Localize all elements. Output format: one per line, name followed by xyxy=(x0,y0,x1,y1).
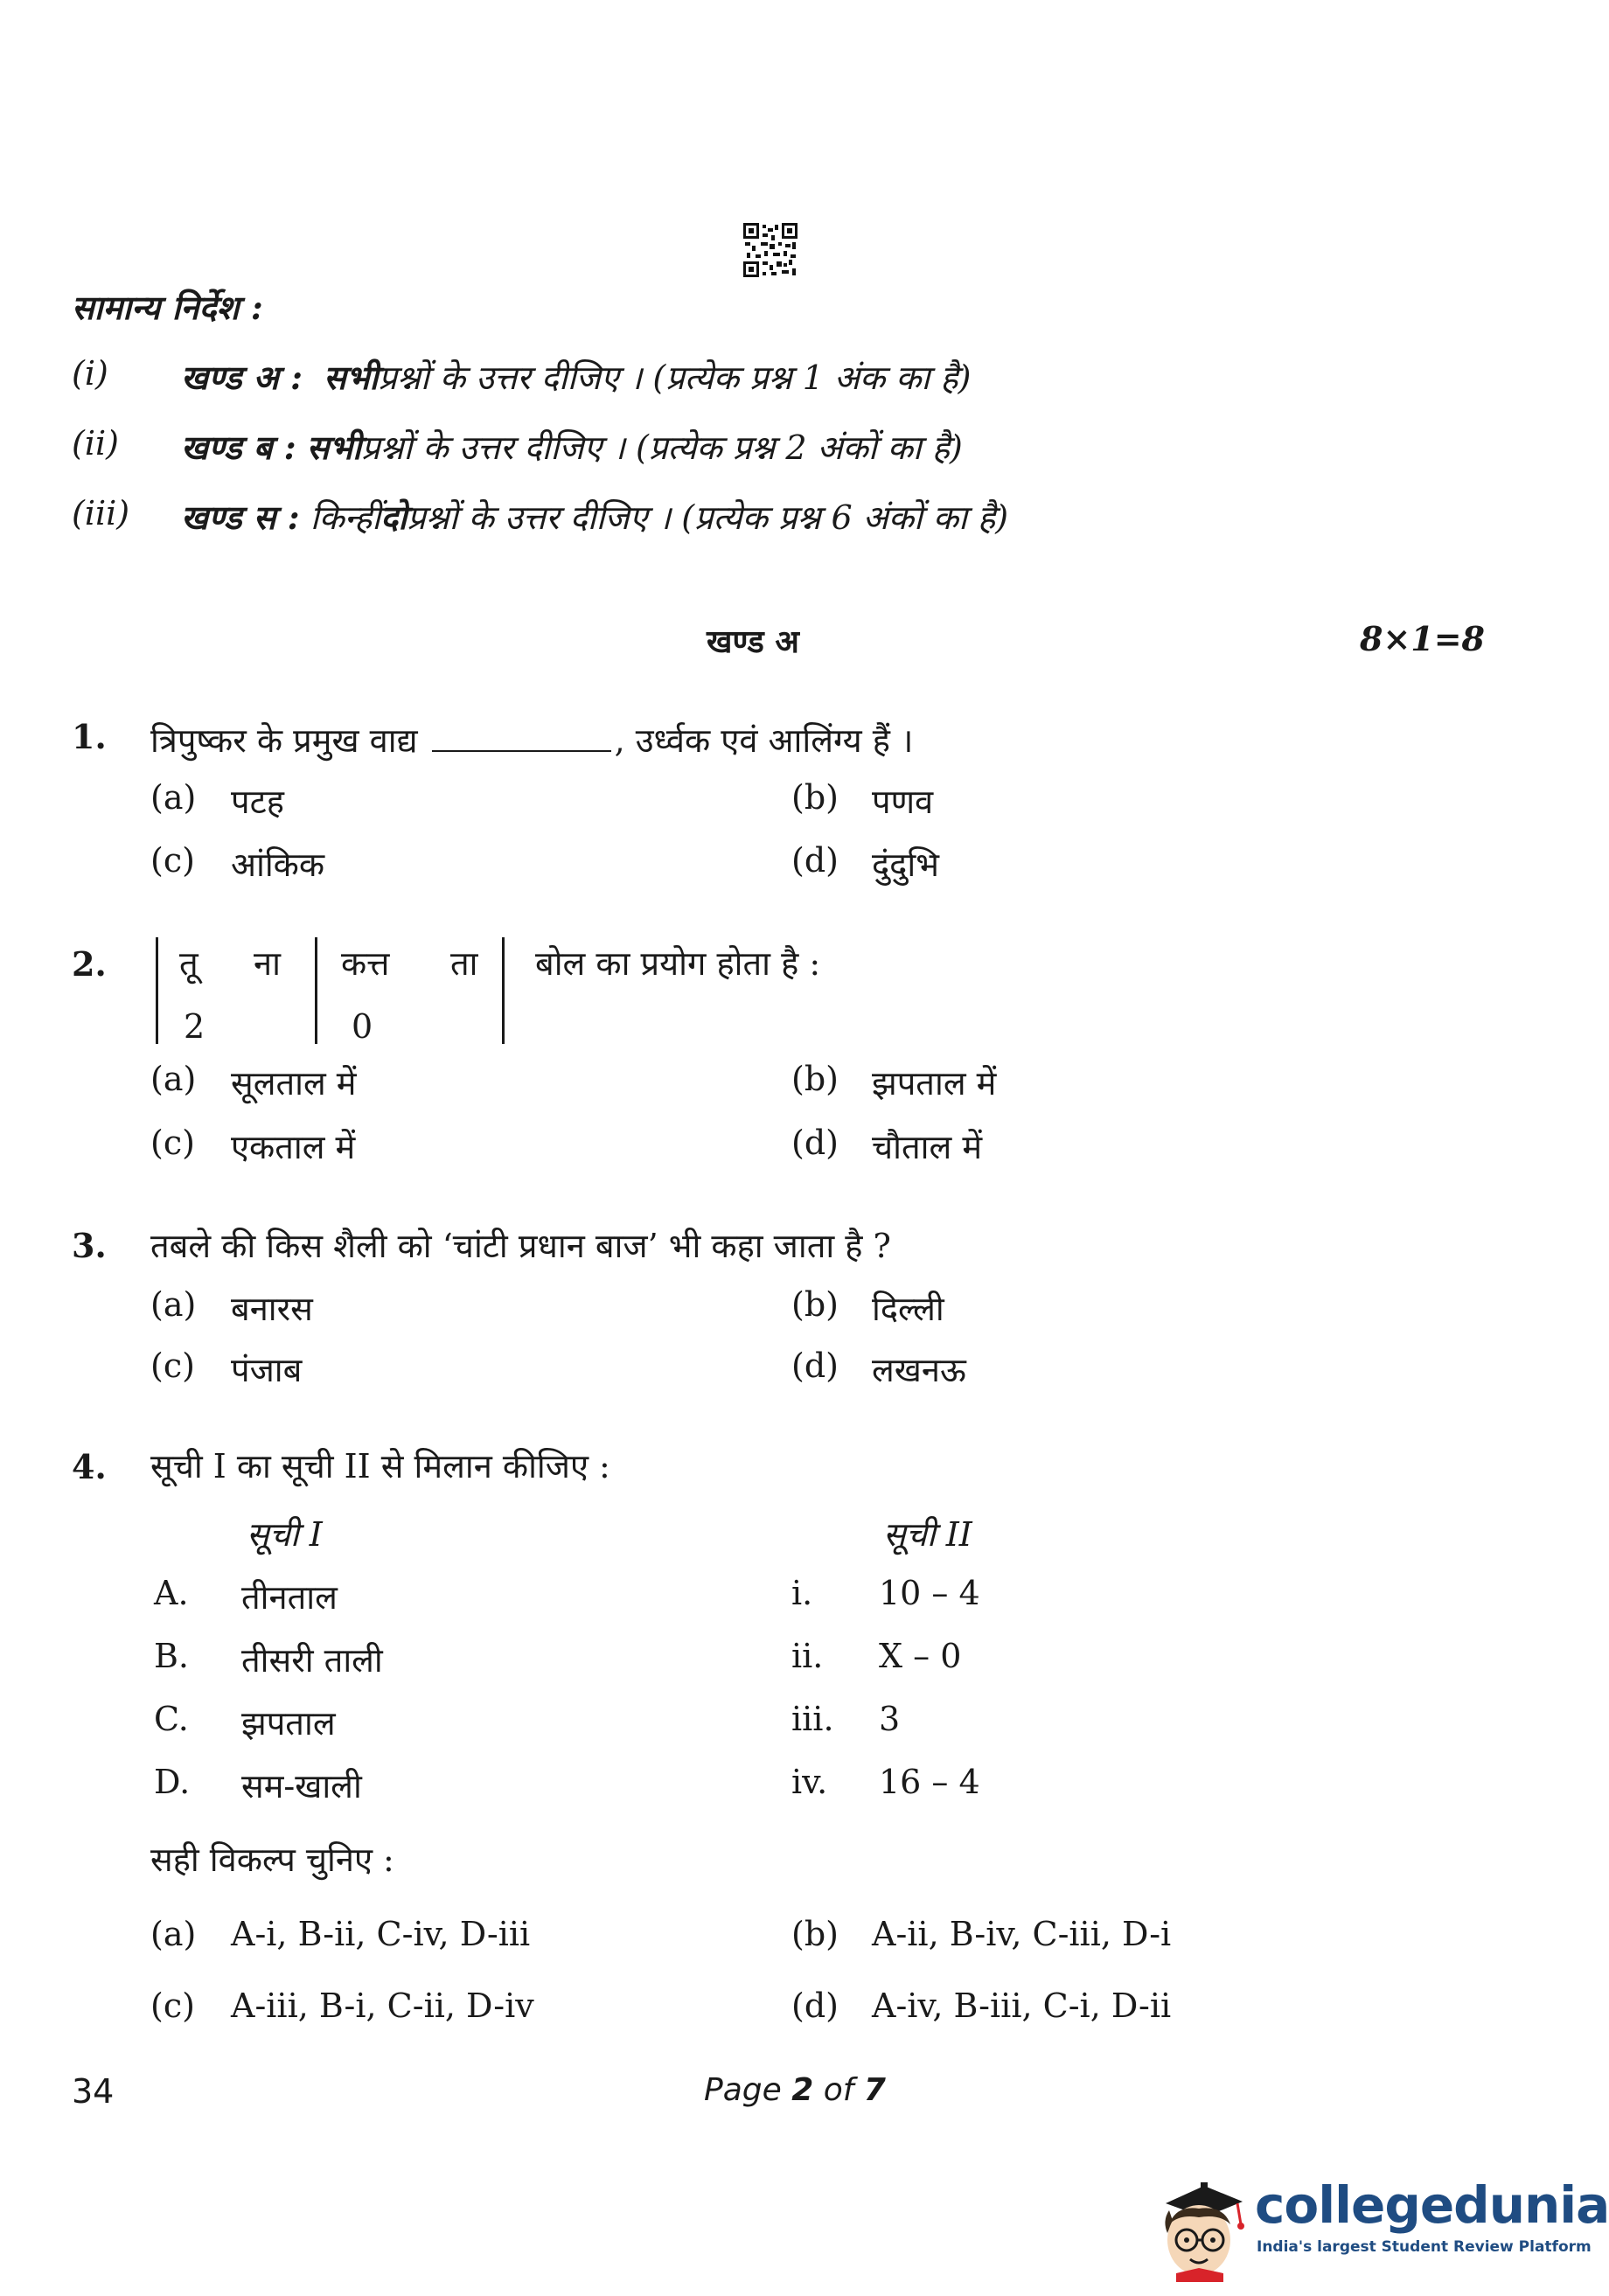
answer-blank xyxy=(432,722,611,752)
vibhag-divider xyxy=(502,937,505,1044)
option[interactable] xyxy=(791,1285,944,1331)
list-1-item xyxy=(154,1637,383,1682)
tala-bol: कत्त xyxy=(341,944,390,983)
option[interactable] xyxy=(791,1124,982,1169)
instruction-prefix: किन्हीं xyxy=(310,498,381,537)
list-2-item xyxy=(791,1700,900,1738)
instruction-section: खण्ड ब : xyxy=(181,428,296,467)
instruction-text: प्रश्नों के उत्तर दीजिए । (प्रत्येक प्रश्न 6 अंकों का है) xyxy=(407,498,1009,537)
question-number: 2. xyxy=(72,944,107,984)
option[interactable] xyxy=(791,841,939,887)
question-text: सूची I का सूची II से मिलान कीजिए : xyxy=(150,1447,610,1485)
option-label: (a) xyxy=(150,778,197,817)
page-of: of xyxy=(813,2072,864,2108)
option-text: दुंदुभि xyxy=(872,845,939,884)
option-label: (d) xyxy=(791,1346,839,1385)
list-text: 10 – 4 xyxy=(879,1574,980,1612)
list-label: ii. xyxy=(791,1637,824,1675)
option-label: (d) xyxy=(791,1124,839,1162)
option-label: (c) xyxy=(150,841,195,880)
brand-name: collegedunia xyxy=(1255,2175,1609,2235)
instructions-heading: सामान्य निर्देश : xyxy=(72,288,263,327)
option[interactable] xyxy=(150,778,284,824)
option-label: (a) xyxy=(150,1915,197,1953)
list-2-item xyxy=(791,1763,980,1801)
option-label: (a) xyxy=(150,1060,197,1098)
option[interactable] xyxy=(791,1915,1171,1953)
list-label: D. xyxy=(154,1763,191,1801)
option-label: (b) xyxy=(791,1060,839,1098)
option[interactable] xyxy=(150,841,324,887)
option-text: झपताल में xyxy=(872,1064,997,1103)
option-label: (c) xyxy=(150,1986,195,2025)
student-mascot-icon xyxy=(1150,2160,1253,2282)
instruction-item xyxy=(72,354,971,400)
list-text: तीसरी ताली xyxy=(241,1641,383,1680)
list-2-item xyxy=(791,1574,980,1612)
brand-watermark xyxy=(1150,2160,1609,2282)
instruction-text: प्रश्नों के उत्तर दीजिए । (प्रत्येक प्रश्न 1 अंक का है) xyxy=(378,358,972,397)
question-number: 4. xyxy=(72,1447,107,1486)
question-text-before-blank: त्रिपुष्कर के प्रमुख वाद्य xyxy=(150,721,418,760)
option-text: पंजाब xyxy=(231,1351,303,1389)
list-label: iii. xyxy=(791,1700,834,1738)
instruction-item xyxy=(72,424,963,470)
section-marks: 8×1=8 xyxy=(1360,619,1486,658)
option-text: पटह xyxy=(231,783,284,821)
question-number: 3. xyxy=(72,1226,107,1265)
brand-tagline: India's largest Student Review Platform xyxy=(1257,2238,1592,2256)
option-label: (a) xyxy=(150,1285,197,1324)
option[interactable] xyxy=(791,1346,966,1392)
list-text: 3 xyxy=(879,1700,901,1738)
tala-bol: ता xyxy=(450,944,478,983)
list-text: झपताल xyxy=(241,1704,336,1743)
qr-code-icon xyxy=(743,223,798,277)
option-text: चौताल में xyxy=(872,1128,983,1166)
list-1-heading: सूची I xyxy=(247,1515,323,1554)
page-prefix: Page xyxy=(704,2072,792,2108)
instruction-item xyxy=(72,494,1008,539)
question-number: 1. xyxy=(72,717,107,756)
list-label: C. xyxy=(154,1700,189,1738)
option[interactable] xyxy=(791,1986,1171,2025)
vibhag-divider xyxy=(156,937,158,1044)
instruction-section: खण्ड अ : xyxy=(181,358,303,397)
tala-bol: तू xyxy=(179,944,199,983)
page-number: 2 xyxy=(791,2072,814,2108)
tala-mark: 0 xyxy=(352,1007,373,1046)
option[interactable] xyxy=(150,1986,534,2025)
option-label: (b) xyxy=(791,1915,839,1953)
option-text: A-iii, B-i, C-ii, D-iv xyxy=(231,1986,534,2025)
tala-bol: ना xyxy=(254,944,281,983)
list-label: B. xyxy=(154,1637,190,1675)
list-text: सम-खाली xyxy=(241,1767,362,1805)
list-2-item xyxy=(791,1637,961,1675)
list-label: i. xyxy=(791,1574,813,1612)
option[interactable] xyxy=(791,778,933,824)
option-text: दिल्ली xyxy=(872,1290,944,1328)
option[interactable] xyxy=(150,1124,355,1169)
option-label: (c) xyxy=(150,1346,195,1385)
list-1-item xyxy=(154,1763,362,1808)
option-label: (c) xyxy=(150,1124,195,1162)
page-indicator xyxy=(704,2072,886,2108)
option-text: A-i, B-ii, C-iv, D-iii xyxy=(231,1915,531,1953)
option-text: आंकिक xyxy=(231,845,325,884)
option[interactable] xyxy=(150,1285,313,1331)
instruction-section: खण्ड स : xyxy=(181,497,300,537)
option-text: सूलताल में xyxy=(231,1064,357,1103)
option-label: (d) xyxy=(791,1986,839,2025)
question-text xyxy=(150,717,913,762)
option[interactable] xyxy=(150,1060,357,1105)
list-1-item xyxy=(154,1574,338,1619)
option[interactable] xyxy=(150,1346,302,1392)
list-text: तीनताल xyxy=(241,1578,338,1617)
instruction-number: (iii) xyxy=(72,494,130,532)
instruction-emphasis: दो xyxy=(380,497,407,537)
list-text: 16 – 4 xyxy=(879,1763,980,1801)
option-text: बनारस xyxy=(231,1290,313,1328)
question-text: बोल का प्रयोग होता है : xyxy=(535,944,821,983)
option-text: A-iv, B-iii, C-i, D-ii xyxy=(872,1986,1172,2025)
option[interactable] xyxy=(791,1060,996,1105)
instruction-emphasis: सभी xyxy=(324,358,379,397)
instruction-text: प्रश्नों के उत्तर दीजिए । (प्रत्येक प्रश्न 2 अंकों का है) xyxy=(361,428,963,467)
option-text: A-ii, B-iv, C-iii, D-i xyxy=(872,1915,1172,1953)
instruction-emphasis: सभी xyxy=(306,428,361,467)
instruction-number: (i) xyxy=(72,354,108,393)
list-label: iv. xyxy=(791,1763,828,1801)
option-label: (b) xyxy=(791,778,839,817)
question-text: तबले की किस शैली को ‘चांटी प्रधान बाज’ भी कहा जाता है ? xyxy=(150,1227,891,1265)
list-1-item xyxy=(154,1700,336,1745)
list-text: X – 0 xyxy=(879,1637,962,1675)
option-text: एकताल में xyxy=(231,1128,356,1166)
page-total: 7 xyxy=(863,2072,886,2108)
option-text: लखनऊ xyxy=(872,1351,966,1389)
question-text-after-blank: , उर्ध्वक एवं आलिंग्य हैं । xyxy=(614,721,914,760)
vibhag-divider xyxy=(315,937,317,1044)
option-label: (b) xyxy=(791,1285,839,1324)
tala-mark: 2 xyxy=(184,1007,205,1046)
option[interactable] xyxy=(150,1915,530,1953)
option-text: पणव xyxy=(872,783,934,821)
list-label: A. xyxy=(154,1574,189,1612)
instruction-number: (ii) xyxy=(72,424,119,463)
paper-code: 34 xyxy=(72,2072,115,2111)
section-title: खण्ड अ xyxy=(707,623,799,660)
list-2-heading: सूची II xyxy=(883,1515,972,1554)
option-label: (d) xyxy=(791,841,839,880)
choose-instruction: सही विकल्प चुनिए : xyxy=(150,1840,394,1879)
